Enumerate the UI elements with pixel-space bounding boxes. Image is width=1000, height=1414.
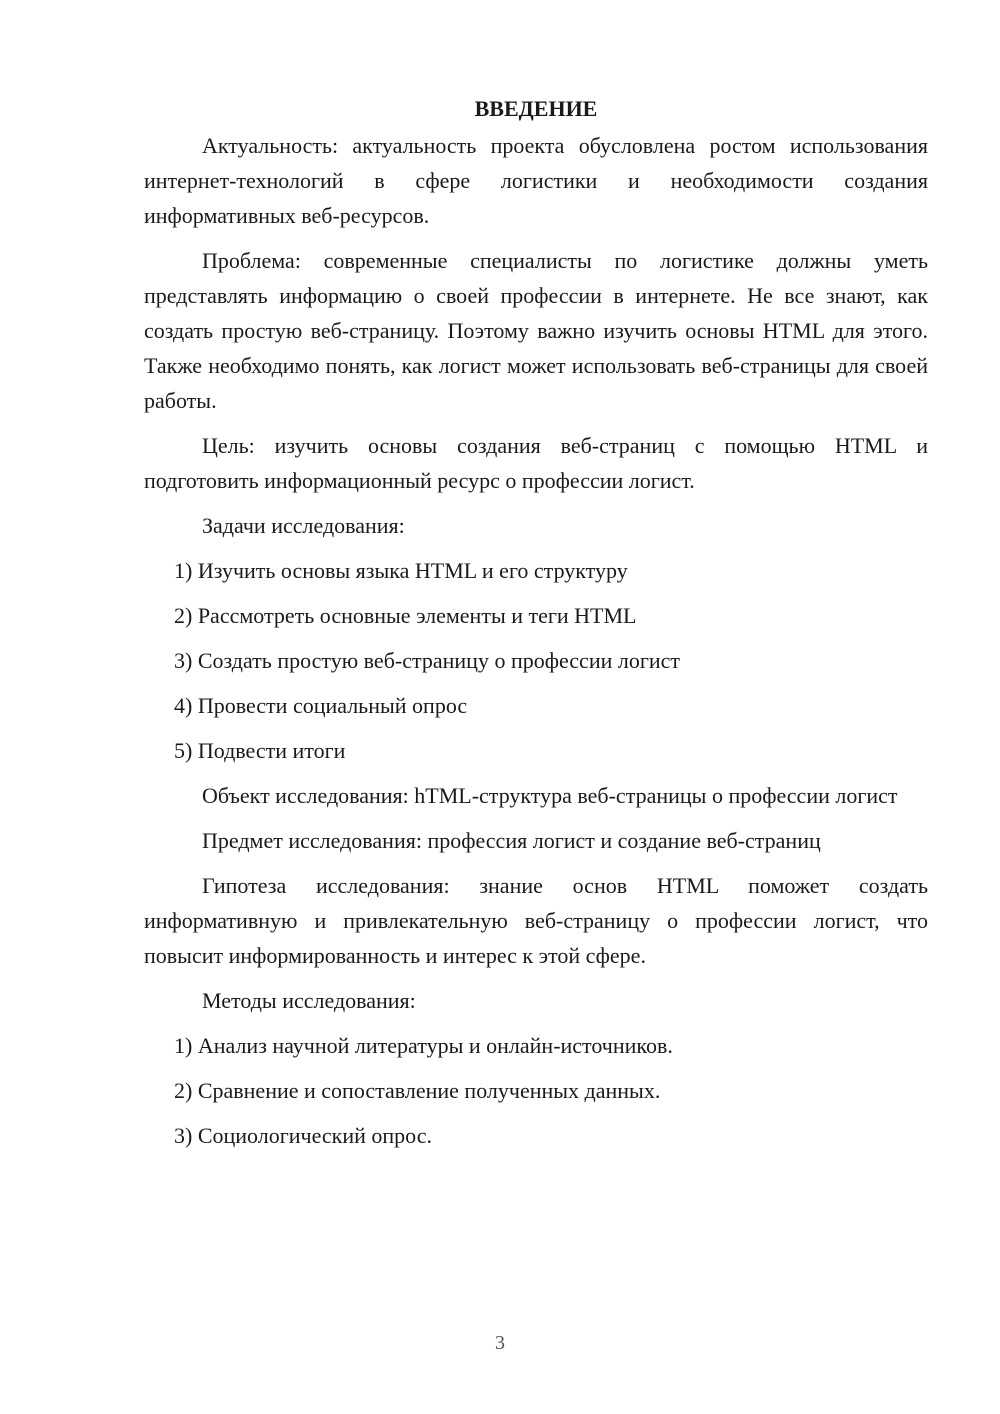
- list-item: 2) Сравнение и сопоставление полученных данных.: [174, 1078, 661, 1103]
- list-item: 1) Изучить основы языка HTML и его структуру: [174, 558, 628, 583]
- list-item: 4) Провести социальный опрос: [174, 693, 468, 718]
- tasks-intro: Задачи исследования:: [202, 513, 405, 538]
- methods-list: [144, 1028, 928, 1153]
- page-number: 3: [495, 1332, 505, 1354]
- hypothesis-paragraph: Гипотеза исследования: знание основ HTML поможет создать информативную и привлекательную веб-страницу о профессии логист, что повысит информированность и интерес к этой сфере.: [144, 873, 928, 968]
- list-item: 3) Социологический опрос.: [174, 1123, 432, 1148]
- list-item: 1) Анализ научной литературы и онлайн-источников.: [174, 1033, 673, 1058]
- subject-paragraph: Предмет исследования: профессия логист и создание веб-страниц: [202, 828, 821, 853]
- section-heading: ВВЕДЕНИЕ: [474, 96, 598, 121]
- document-page: [144, 92, 928, 1163]
- methods-intro: Методы исследования:: [202, 988, 416, 1013]
- list-item: 5) Подвести итоги: [174, 738, 346, 763]
- list-item: 2) Рассмотреть основные элементы и теги HTML: [174, 603, 637, 628]
- object-paragraph: Объект исследования: hTML-структура веб-страницы о профессии логист: [202, 783, 898, 808]
- goal-paragraph: Цель: изучить основы создания веб-страниц с помощью HTML и подготовить информационный ресурс о профессии логист.: [144, 433, 928, 493]
- list-item: 3) Создать простую веб-страницу о профессии логист: [174, 648, 681, 673]
- relevance-paragraph: Актуальность: актуальность проекта обусловлена ростом использования интернет-технологий в сфере логистики и необходимости создания информативных веб-ресурсов.: [144, 133, 928, 228]
- tasks-list: [144, 553, 928, 768]
- problem-paragraph: Проблема: современные специалисты по логистике должны уметь представлять информацию о своей профессии в интернете. Не все знают, как создать простую веб-страницу. Поэтому важно изучить основы HTML для этого. Также необходимо понять, как логист может использовать веб-страницы для своей работы.: [144, 248, 928, 413]
